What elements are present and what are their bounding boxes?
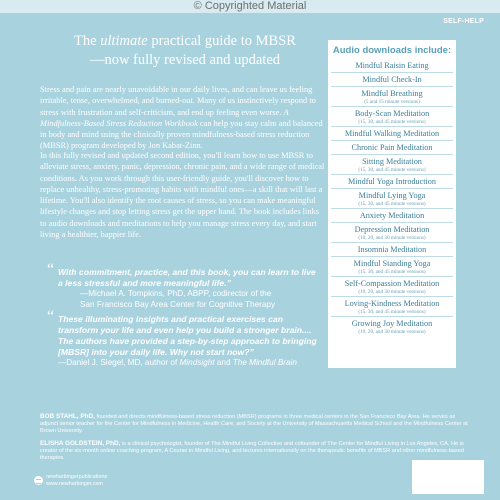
quote-mark-icon: “ — [47, 308, 55, 325]
quote-1-attribution-line-1: —Michael A. Tompkins, PhD, ABPP, codirector of the — [80, 289, 272, 298]
book-title: A Mindfulness-Based Stress Reduction Workbook — [40, 107, 289, 128]
audio-track-name: Mindful Standing Yoga — [353, 259, 431, 268]
audio-track-item — [331, 154, 453, 174]
audio-track-name: Sitting Meditation — [362, 157, 422, 166]
audio-track-note: (10, 20, and 30 minute versions) — [358, 235, 426, 241]
audio-track-list — [331, 59, 453, 336]
audio-track-name: Loving-Kindness Meditation — [344, 299, 440, 308]
endorsement-quote-1 — [47, 261, 318, 310]
headline — [60, 32, 310, 70]
headline-line-2: —now fully revised and updated — [89, 52, 281, 68]
headline-line-1: The ultimate practical guide to MBSR — [74, 33, 296, 49]
quote-2-text: These illuminating insights and practical exercises can transform your life and even help you build a stronger brain.... The authors have provided a step-by-step approach to bringing [MBSR] into your daily life. Why not start now?” — [58, 314, 317, 357]
audio-track-note: (5 and 15 minute versions) — [364, 99, 420, 105]
audio-track-item — [331, 276, 453, 296]
audio-track-name: Anxiety Meditation — [359, 211, 425, 220]
audio-track-name: Growing Joy Meditation — [351, 319, 433, 328]
audio-track-note: (10, 20, and 30 minute versions) — [358, 329, 426, 335]
author-name: ELISHA GOLDSTEIN, PhD, — [40, 440, 121, 447]
audio-track-item — [331, 316, 453, 336]
audio-track-name: Self-Compassion Meditation — [344, 279, 440, 288]
author-bio-elisha-goldstein — [40, 440, 468, 463]
quote-2-attribution: —Daniel J. Siegel, MD, author of Mindsight and The Mindful Brain — [58, 358, 297, 367]
audio-track-name: Mindful Breathing — [361, 89, 423, 98]
author-bio-text: founded and directs mindfulness-based stress reduction (MBSR) programs in three medical centers in the San Francisco Bay Area. He serves as adjunct senior teacher for the Center for Mindfulness in Medicine, Health Care, and Society at the University of Massachusetts Medical School and the Mindfulness Center at Brown University. — [40, 414, 468, 435]
audio-track-name: Depression Meditation — [354, 225, 430, 234]
audio-track-item — [331, 59, 453, 72]
quote-1-text: With commitment, practice, and this book, you can learn to live a less stressful and more meaningful life.” — [58, 267, 316, 288]
audio-track-item — [331, 188, 453, 208]
author-name: BOB STAHL, PhD, — [40, 413, 95, 420]
quote-mark-icon: “ — [47, 261, 55, 278]
audio-track-item — [331, 222, 453, 242]
audio-track-name: Insomnia Meditation — [357, 245, 427, 254]
audio-track-name: Mindful Yoga Introduction — [347, 177, 436, 186]
description-paragraph-1: Stress and pain are nearly unavoidable in our daily lives, and can leave us feeling irritable, tense, overwhelmed, and burned-out. Many of us instinctively respond to stress with frustration and self-criticism, and end up feeling even worse. A Mindfulness-Based Stress Reduction Workbook can help you stay calm and balanced in body and mind using the clinically proven mindfulness-based stress reduction (MBSR) program developed by Jon Kabat-Zinn. — [40, 85, 323, 151]
audio-track-item — [331, 174, 453, 188]
barcode-area — [412, 460, 484, 494]
publisher-info — [44, 474, 107, 487]
endorsement-quote-2 — [47, 308, 318, 369]
headline-emphasis: ultimate — [100, 33, 148, 49]
audio-track-note: (15, 30, and 45 minute versions) — [358, 309, 426, 315]
audio-track-note: (15, 30, and 45 minute versions) — [358, 167, 426, 173]
publisher-url[interactable]: www.newharbinger.com — [46, 480, 103, 487]
audio-track-note: (10, 20, and 30 minute versions) — [358, 289, 426, 295]
audio-track-item — [331, 242, 453, 256]
description-paragraph-2: In this fully revised and updated second edition, you'll learn how to use MBSR to alleviate stress, anxiety, panic, depression, chronic pain, and a wide range of medical conditions. As you work through this user-friendly guide, you'll discover how to replace unhealthy, stress-promoting habits with mindful ones—a skill that will last a lifetime. You'll also identify the root causes of stress, so you can make meaningful lifestyle changes and stop letting stress get the upper hand. The book includes links to audio downloads and meditations to help you manage stress every day, and start living a healthier, happier life. — [40, 151, 325, 240]
audio-track-name: Mindful Walking Meditation — [344, 129, 440, 138]
quote-1-attribution-line-2: San Francisco Bay Area Center for Cognitive Therapy — [80, 299, 276, 309]
audio-track-item — [331, 140, 453, 154]
publisher-logo-icon — [34, 476, 43, 485]
audio-track-item — [331, 106, 453, 126]
audio-track-item — [331, 72, 453, 86]
audio-track-item — [331, 208, 453, 222]
publisher-name: newharbingerpublications — [46, 474, 108, 480]
audio-track-note: (15, 30, and 45 minute versions) — [358, 201, 426, 207]
audio-track-item — [331, 296, 453, 316]
audio-track-item — [331, 256, 453, 276]
author-bio-bob-stahl — [40, 413, 468, 436]
audio-track-name: Body-Scan Meditation — [354, 109, 430, 118]
audio-track-note: (15, 30, and 45 minute versions) — [358, 119, 426, 125]
audio-track-name: Chronic Pain Meditation — [351, 143, 433, 152]
audio-downloads-title: Audio downloads include: — [332, 45, 452, 56]
audio-track-name: Mindful Lying Yoga — [358, 191, 426, 200]
audio-track-name: Mindful Raisin Eating — [355, 61, 429, 70]
author-bio-text: is a clinical psychologist, founder of The Mindful Living Collective and cofounder of The Center for Mindful Living in Los Angeles, CA. He is creator of the six-month online coaching program, A Course in Mindful Living, and lectures internationally on the therapeutic benefits of MBSR and other mindfulness-based therapies. — [40, 441, 464, 462]
copyright-watermark: © Copyrighted Material — [0, 0, 500, 13]
audio-track-item — [331, 86, 453, 106]
audio-track-note: (15, 30, and 45 minute versions) — [358, 269, 426, 275]
category-label: SELF-HELP — [443, 18, 484, 25]
audio-downloads-box — [328, 40, 456, 368]
audio-track-item — [331, 126, 453, 140]
audio-track-name: Mindful Check-In — [362, 75, 422, 84]
